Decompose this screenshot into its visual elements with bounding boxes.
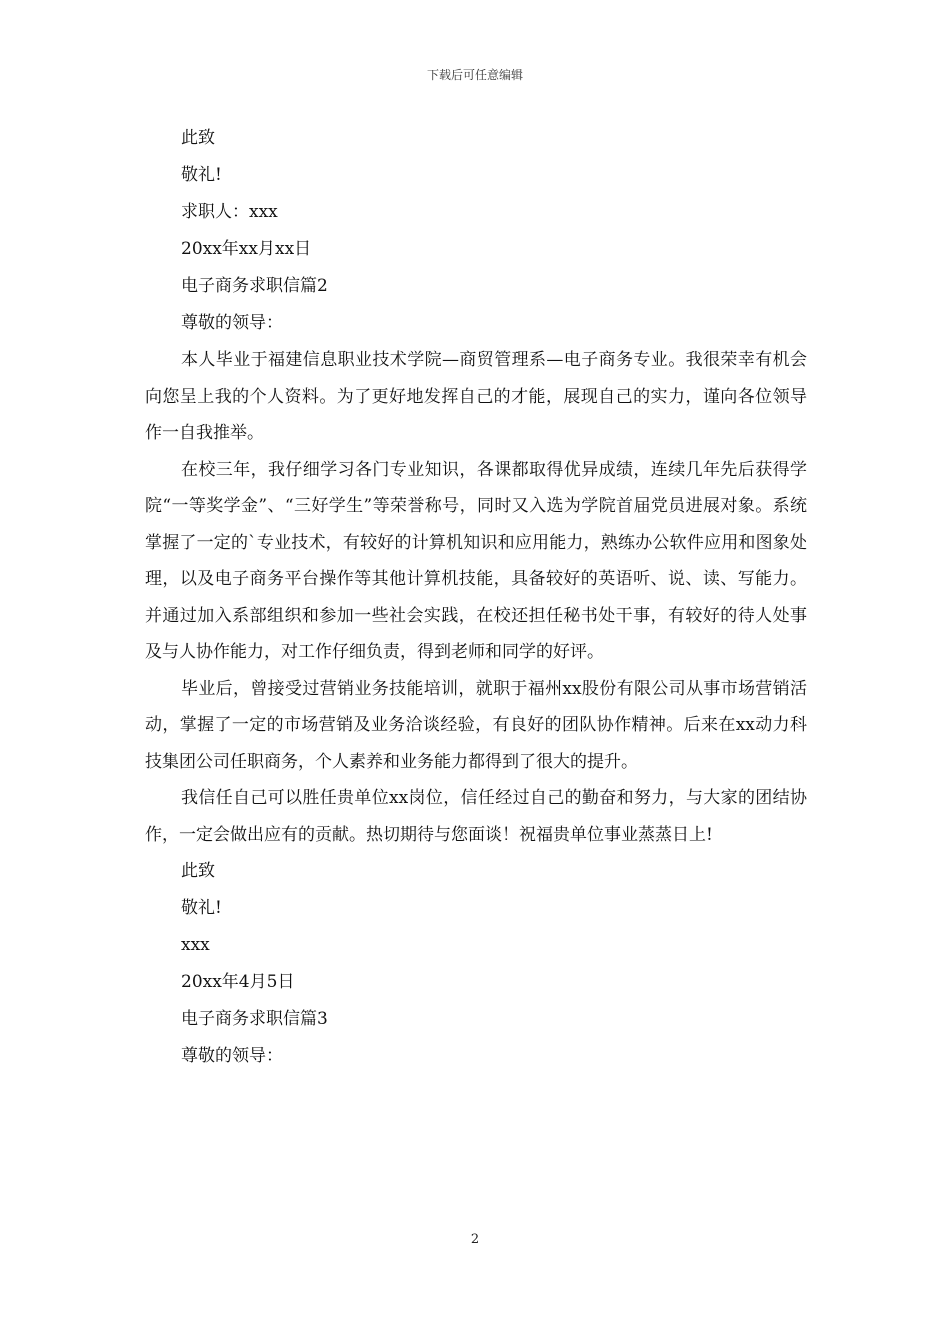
closing-regards: 敬礼! xyxy=(181,165,222,185)
body-paragraph: 我信任自己可以胜任贵单位xx岗位，信任经过自己的勤奋和努力，与大家的团结协作，一定会做出应有的贡献。热切期待与您面谈！祝福贵单位事业蒸蒸日上! xyxy=(145,788,807,845)
page-number: 2 xyxy=(470,1232,480,1247)
document-body xyxy=(145,120,807,1075)
signer-line: 求职人：xxx xyxy=(181,202,278,222)
body-paragraph: 本人毕业于福建信息职业技术学院—商贸管理系—电子商务专业。我很荣幸有机会向您呈上我的个人资料。为了更好地发挥自己的才能，展现自己的实力，谨向各位领导作一自我推举。 xyxy=(145,350,807,443)
closing-salutation: 此致 xyxy=(181,861,215,881)
greeting-line: 尊敬的领导： xyxy=(181,1046,283,1066)
greeting-line: 尊敬的领导： xyxy=(181,313,283,333)
body-paragraph: 在校三年，我仔细学习各门专业知识，各课都取得优异成绩，连续几年先后获得学院“一等奖学金”、“三好学生”等荣誉称号，同时又入选为学院首届党员进展对象。系统掌握了一定的`专业技术，有较好的计算机知识和应用能力，熟练办公软件应用和图象处理，以及电子商务平台操作等其他计算机技能，具备较好的英语听、说、读、写能力。并通过加入系部组织和参加一些社会实践，在校还担任秘书处干事，有较好的待人处事及与人协作能力，对工作仔细负责，得到老师和同学的好评。 xyxy=(145,459,807,662)
section-title: 电子商务求职信篇2 xyxy=(181,276,328,296)
closing-salutation: 此致 xyxy=(181,128,215,148)
date-line: 20xx年xx月xx日 xyxy=(181,239,312,259)
page-header: 下载后可任意编辑 xyxy=(426,68,523,82)
body-paragraph: 毕业后，曾接受过营销业务技能培训，就职于福州xx股份有限公司从事市场营销活动，掌握了一定的市场营销及业务洽谈经验，有良好的团队协作精神。后来在xx动力科技集团公司任职商务，个人素养和业务能力都得到了很大的提升。 xyxy=(145,678,807,772)
date-line: 20xx年4月5日 xyxy=(181,972,295,992)
signer-line: xxx xyxy=(181,935,210,955)
closing-regards: 敬礼! xyxy=(181,898,222,918)
section-title: 电子商务求职信篇3 xyxy=(181,1009,328,1029)
